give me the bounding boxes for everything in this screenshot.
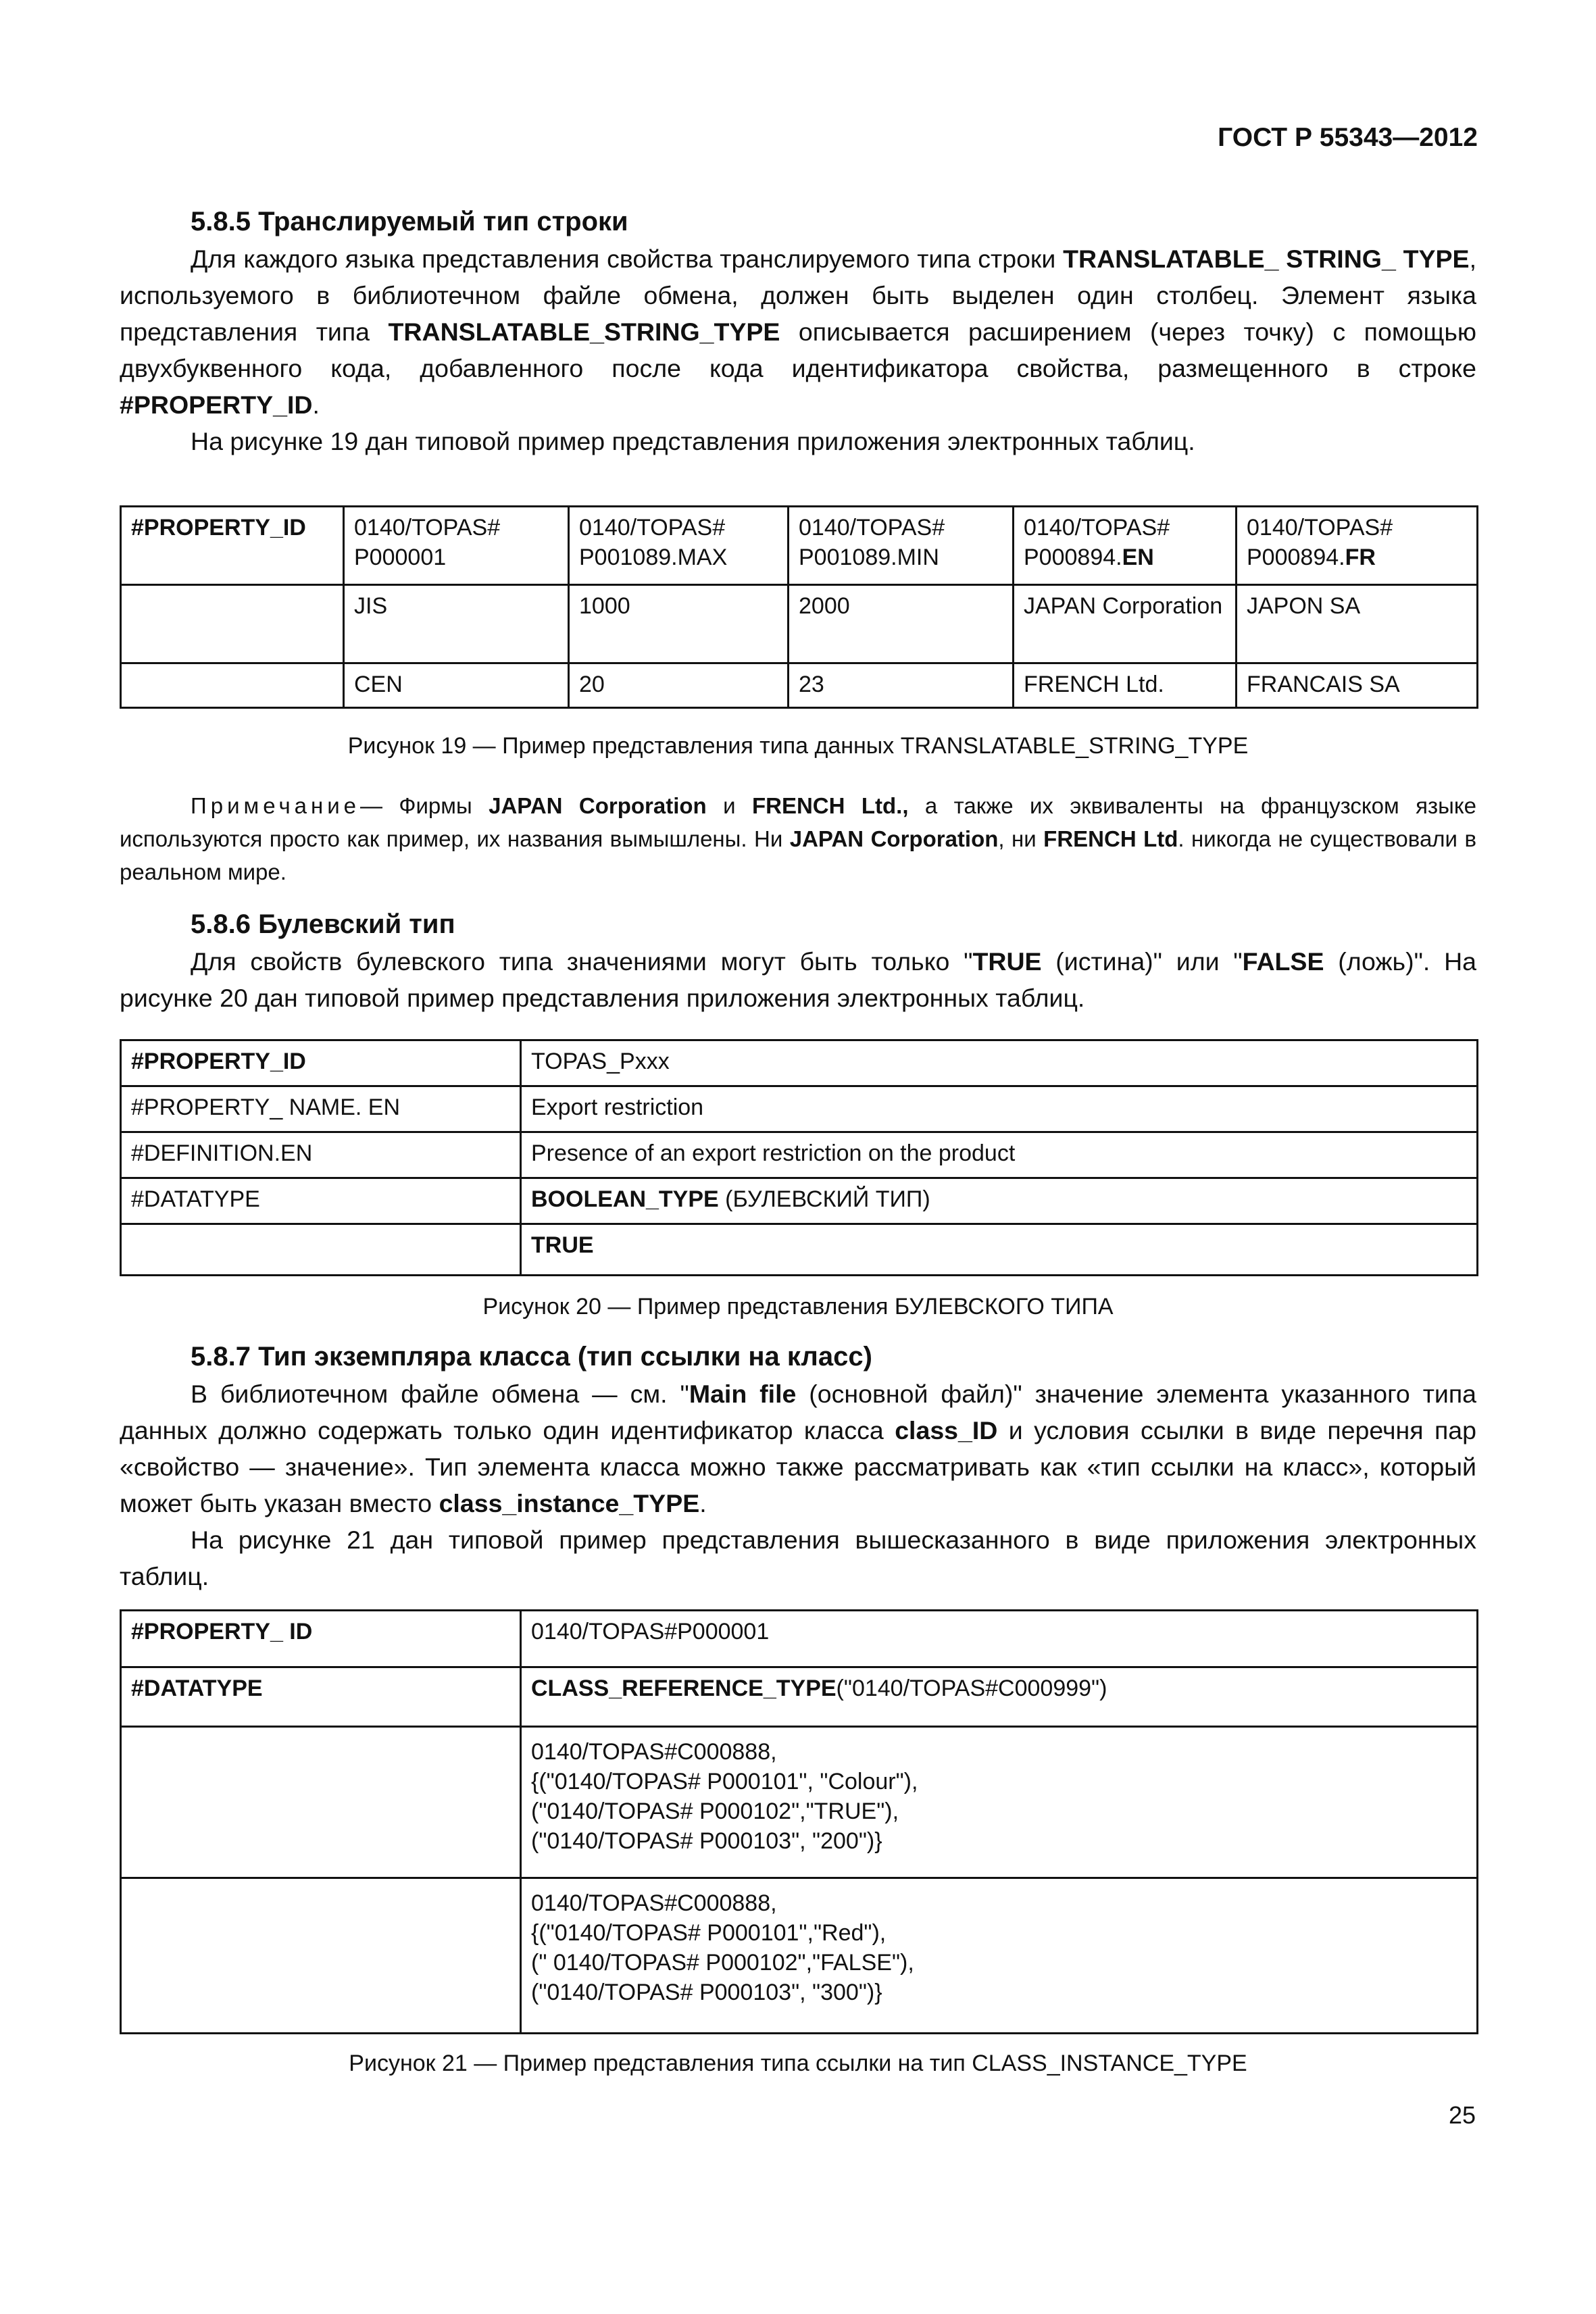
text-run: .: [699, 1489, 707, 1517]
table-cell: 20: [569, 663, 789, 708]
paragraph-figure21-intro: На рисунке 21 дан типовой пример представления вышесказанного в виде приложения электронных таблиц.: [120, 1526, 1476, 1590]
table-row: [121, 663, 1478, 708]
text-run: (основной файл)" значение элемента указанного типа данных должно содержать только один идентификатор класса: [120, 1380, 1476, 1444]
figure-20-caption: Рисунок 20 — Пример представления БУЛЕВСКОГО ТИПА: [482, 1294, 1114, 1319]
table-cell: FRENCH Ltd.: [1014, 663, 1237, 708]
code-line: {("0140/TOPAS# P000101", "Colour"),: [531, 1769, 918, 1794]
code-line: (" 0140/TOPAS# P000102","FALSE"),: [531, 1950, 914, 1976]
table-cell: [521, 1178, 1478, 1224]
table-cell: 0140/TOPAS#P000001: [521, 1611, 1478, 1667]
figure-20-table-wrap: [120, 1039, 1476, 1276]
text-run: (истина)" или ": [1041, 947, 1243, 976]
table-cell: Presence of an export restriction on the product: [521, 1132, 1478, 1178]
figure-20-table: [120, 1039, 1478, 1276]
figure-21-caption: Рисунок 21 — Пример представления типа ссылки на тип CLASS_INSTANCE_TYPE: [349, 2051, 1247, 2076]
table-cell: 1000: [569, 585, 789, 663]
bold-run: Main file: [689, 1380, 797, 1408]
paragraph-boolean: [120, 943, 1476, 1016]
table-cell: 0140/TOPAS# P001089.MIN: [789, 507, 1014, 585]
bold-run: FALSE: [1242, 947, 1324, 976]
table-cell: [1237, 507, 1478, 585]
table-cell: [1014, 507, 1237, 585]
table-row: [121, 1178, 1478, 1224]
text-run: Для каждого языка представления свойства транслируемого типа строки: [191, 245, 1064, 273]
text-run: и условия ссылки в виде перечня пар «свойство — значение». Тип элемента класса можно также рассматривать как «тип ссылки на класс», который может быть указан вместо: [120, 1416, 1476, 1517]
table-cell: 23: [789, 663, 1014, 708]
text-run: и: [706, 793, 752, 818]
text-run: 0140/TOPAS# P000894.: [1024, 515, 1170, 570]
text-run: В библиотечном файле обмена — см. ": [191, 1380, 689, 1408]
text-run: Для свойств булевского типа значениями могут быть только ": [191, 947, 973, 976]
table-cell: [521, 1667, 1478, 1727]
bold-run: class_ID: [895, 1416, 998, 1444]
bold-run: CLASS_REFERENCE_TYPE: [531, 1676, 837, 1701]
text-run: , используемого в библиотечном файле обмена, должен быть выделен один столбец. Элемент языка представления типа: [120, 245, 1476, 346]
table-row: [121, 1132, 1478, 1178]
table-cell: #DATATYPE: [121, 1178, 521, 1224]
text-run: (ложь)". На рисунке 20 дан типовой пример представления приложения электронных таблиц.: [120, 947, 1477, 1012]
table-cell: JAPAN Corporation: [1014, 585, 1237, 663]
code-line: ("0140/TOPAS# P000103", "300")}: [531, 1980, 882, 2005]
text-run: — Фирмы: [360, 793, 489, 818]
table-cell: CEN: [344, 663, 569, 708]
table-row: [121, 1086, 1478, 1132]
table-cell: #PROPERTY_ID: [121, 507, 344, 585]
standard-header: ГОСТ Р 55343—2012: [1218, 123, 1478, 152]
code-line: 0140/TOPAS#C000888,: [531, 1739, 777, 1765]
bold-run: JAPAN Corporation: [489, 793, 707, 818]
section-heading-5-8-6: 5.8.6 Булевский тип: [191, 909, 455, 939]
table-cell: 0140/TOPAS# P000001: [344, 507, 569, 585]
section-heading-5-8-5: 5.8.5 Транслируемый тип строки: [191, 207, 628, 236]
bold-run: TRUE: [972, 947, 1042, 976]
paragraph-figure19-intro: На рисунке 19 дан типовой пример представления приложения электронных таблиц.: [191, 427, 1195, 455]
code-line: ("0140/TOPAS# P000102","TRUE"),: [531, 1799, 899, 1824]
table-cell: #DATATYPE: [121, 1667, 521, 1727]
bold-run: #PROPERTY_ID: [120, 391, 313, 419]
figure-21-table-wrap: [120, 1609, 1476, 2034]
figure-19-caption: Рисунок 19 — Пример представления типа данных TRANSLATABLE_STRING_TYPE: [347, 733, 1249, 759]
table-cell: [121, 585, 344, 663]
bold-run: FR: [1345, 545, 1376, 570]
table-cell: JIS: [344, 585, 569, 663]
table-row: [121, 1667, 1478, 1727]
note-paragraph: [120, 789, 1476, 888]
table-cell: Export restriction: [521, 1086, 1478, 1132]
table-row: [121, 507, 1478, 585]
bold-run: FRENCH Ltd: [1043, 826, 1178, 851]
table-row: [121, 1040, 1478, 1086]
table-cell: [121, 663, 344, 708]
table-cell: #PROPERTY_ ID: [121, 1611, 521, 1667]
figure-19-table: [120, 505, 1478, 709]
text-run: . никогда не существовали в реальном мире.: [120, 826, 1476, 884]
bold-run: BOOLEAN_TYPE: [531, 1186, 719, 1212]
text-run: описывается расширением (через точку) с помощью двухбуквенного кода, добавленного после кода идентификатора свойства, размещенного в строке: [120, 318, 1476, 382]
table-cell: JAPON SA: [1237, 585, 1478, 663]
table-cell: [521, 1727, 1478, 1878]
table-row: [121, 585, 1478, 663]
page-number: 25: [1448, 2101, 1476, 2129]
table-cell: [521, 1878, 1478, 2034]
code-line: 0140/TOPAS#C000888,: [531, 1890, 777, 1916]
bold-run: JAPAN Corporation: [789, 826, 999, 851]
bold-run: TRANSLATABLE_STRING_TYPE: [388, 318, 780, 346]
table-cell: #PROPERTY_ID: [121, 1040, 521, 1086]
table-cell: #DEFINITION.EN: [121, 1132, 521, 1178]
text-run: .: [312, 391, 320, 419]
table-row: [121, 1224, 1478, 1276]
table-row: [121, 1727, 1478, 1878]
section-5-8-5: [120, 203, 1476, 459]
table-row: [121, 1878, 1478, 2034]
section-heading-5-8-7: 5.8.7 Тип экземпляра класса (тип ссылки на класс): [191, 1342, 872, 1372]
section-5-8-6: [120, 905, 1476, 1016]
bold-run: TRANSLATABLE_ STRING_ TYPE: [1063, 245, 1470, 273]
bold-run: FRENCH Ltd.,: [751, 793, 909, 818]
text-run: а также их эквиваленты на французском языке используются просто как пример, их названия вымышлены. Ни: [120, 793, 1476, 851]
bold-run: EN: [1122, 545, 1154, 570]
table-row: [121, 1611, 1478, 1667]
bold-run: class_instance_TYPE: [439, 1489, 700, 1517]
text-run: , ни: [998, 826, 1044, 851]
table-cell: TOPAS_Pxxx: [521, 1040, 1478, 1086]
paragraph-class-instance: [120, 1376, 1476, 1521]
table-cell: [121, 1727, 521, 1878]
note-label: Примечание: [191, 793, 361, 818]
code-line: ("0140/TOPAS# P000103", "200")}: [531, 1828, 882, 1854]
table-cell: #PROPERTY_ NAME. EN: [121, 1086, 521, 1132]
figure-21-table: [120, 1609, 1478, 2034]
text-run: ("0140/TOPAS#C000999"): [836, 1676, 1107, 1701]
section-5-8-7: [120, 1338, 1476, 1594]
table-cell: [121, 1878, 521, 2034]
paragraph-translatable: [120, 241, 1476, 423]
text-run: 0140/TOPAS# P000894.: [1247, 515, 1393, 570]
table-cell: 0140/TOPAS# P001089.MAX: [569, 507, 789, 585]
table-cell: FRANCAIS SA: [1237, 663, 1478, 708]
table-cell: TRUE: [521, 1224, 1478, 1276]
code-line: {("0140/TOPAS# P000101","Red"),: [531, 1920, 887, 1946]
text-run: (БУЛЕВСКИЙ ТИП): [718, 1186, 930, 1212]
figure-19-table-wrap: [120, 505, 1476, 709]
table-cell: 2000: [789, 585, 1014, 663]
table-cell: [121, 1224, 521, 1276]
